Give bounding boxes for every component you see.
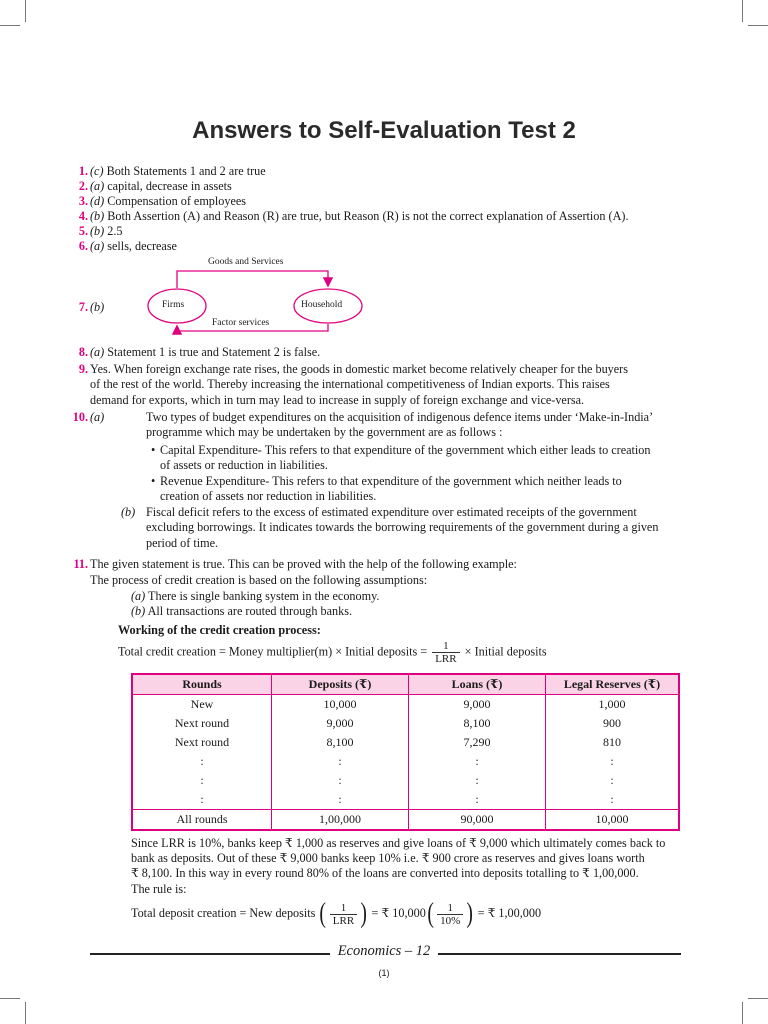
answer-number: 10.: [72, 410, 88, 424]
answer-option: (a): [90, 179, 105, 193]
household-label: Household: [301, 300, 343, 310]
crop-mark: [0, 25, 20, 26]
answer-text: Compensation of employees: [104, 194, 247, 208]
crop-mark: [742, 1002, 743, 1024]
credit-formula: Total credit creation = Money multiplier(m) × Initial deposits = $\frac{1}{\text{LRR}}$ × Initial deposits: [118, 640, 547, 665]
table-header: Legal Reserves (₹): [546, 674, 680, 695]
fraction: $\frac{1}{\text{LRR}}$: [330, 902, 357, 927]
bullet-revenue-expenditure: • Revenue Expenditure- This refers to that expenditure of the government which neither leads to creation of assets nor reduction in liabilities.: [160, 474, 680, 505]
answer-number: 3.: [78, 194, 88, 208]
answer-number: 2.: [78, 179, 88, 193]
deposit-formula: Total deposit creation = New deposits ( $\frac{1}{\text{LRR}}$ ) = ₹ 10,000( $\frac{1}{10\%}$ ) = ₹ 1,00,000: [131, 898, 542, 930]
credit-creation-table: [131, 673, 680, 831]
answer-option: (b): [121, 505, 136, 519]
answer-option: (b): [90, 209, 105, 223]
table-row: New 10,000 9,000 1,000: [132, 695, 679, 715]
explanation-line: The rule is:: [131, 881, 187, 896]
page-number: (1): [378, 968, 390, 978]
bullet-line: of assets or reduction in liabilities.: [160, 458, 328, 473]
goods-flow-arrow: [177, 271, 328, 288]
answer-option: (b): [90, 224, 105, 238]
table-header-row: [132, 674, 679, 695]
table-header: Loans (₹): [409, 674, 546, 695]
answer-text: Both Statements 1 and 2 are true: [103, 164, 266, 178]
working-heading: Working of the credit creation process:: [118, 623, 321, 637]
answer-number: 8.: [78, 345, 88, 359]
footer-title: Economics – 12: [337, 943, 431, 959]
answer-6: [78, 239, 680, 254]
answer-9: [78, 362, 680, 408]
answer-10b-option: [121, 505, 135, 520]
table-row: Next round 9,000 8,100 900: [132, 714, 679, 733]
answer-line: of the rest of the world. Thereby increasing the international competitiveness of Indian exports. This raises: [90, 377, 610, 392]
assumption-b: (b) All transactions are routed through banks.: [131, 604, 353, 618]
answer-line: programme which may be undertaken by the government are as follows :: [146, 425, 503, 440]
firms-label: Firms: [162, 300, 185, 310]
answer-text: 2.5: [104, 224, 123, 238]
explanation-paragraph: [131, 836, 680, 897]
crop-mark: [748, 25, 768, 26]
answer-10b-text: [146, 505, 680, 551]
fraction: $\frac{1}{10\%}$: [437, 902, 463, 927]
factor-services-label: Factor services: [212, 318, 270, 328]
table-row: Next round 8,100 7,290 810: [132, 733, 679, 752]
answer-4: [78, 209, 680, 224]
answer-5: [78, 224, 680, 239]
explanation-line: bank as deposits. Out of these ₹ 9,000 banks keep 10% i.e. ₹ 900 crore as reserves and gives loans worth: [131, 851, 645, 866]
answer-1: [78, 164, 680, 179]
answer-line: demand for exports, which in turn may lead to increase in supply of foreign exchange and vice-versa.: [90, 392, 585, 407]
answer-line: Yes. When foreign exchange rate rises, the goods in domestic market become relatively cheaper for the buyers: [90, 362, 628, 376]
answer-option: (a): [90, 345, 105, 359]
answer-8: [78, 345, 680, 360]
answer-text: Both Assertion (A) and Reason (R) are true, but Reason (R) is not the correct explanation of Assertion (A).: [104, 209, 629, 223]
answer-number: 1.: [78, 164, 88, 178]
explanation-line: Since LRR is 10%, banks keep ₹ 1,000 as reserves and give loans of ₹ 9,000 which ultimately comes back to: [131, 836, 666, 850]
table-total-row: All rounds 1,00,000 90,000 10,000: [132, 810, 679, 831]
bullet-capital-expenditure: • Capital Expenditure- This refers to that expenditure of the government which either leads to creation of assets or reduction in liabilities.: [160, 443, 680, 474]
answer-line: period of time.: [146, 535, 219, 550]
answer-option: (a): [90, 239, 105, 253]
bullet-line: Revenue Expenditure- This refers to that expenditure of the government which neither leads to: [160, 474, 622, 488]
answer-text: sells, decrease: [104, 239, 177, 253]
footer-rule: [90, 953, 330, 955]
answer-text: Statement 1 is true and Statement 2 is false.: [104, 345, 321, 359]
goods-services-label: Goods and Services: [208, 257, 284, 267]
table-row: : : : :: [132, 790, 679, 810]
fraction: $\frac{1}{\text{LRR}}$: [432, 640, 459, 665]
answer-option: (a): [90, 410, 105, 424]
table-header: Rounds: [132, 674, 272, 695]
answer-line: excluding borrowings. It indicates towards the borrowing requirements of the government during a given: [146, 520, 659, 535]
crop-mark: [25, 1002, 26, 1024]
answer-3: [78, 194, 680, 209]
table-header: Deposits (₹): [272, 674, 409, 695]
answer-line: Two types of budget expenditures on the acquisition of indigenous defence items under ‘Make-in-India’: [146, 410, 654, 424]
answer-option: (b): [90, 300, 105, 314]
answer-line: The given statement is true. This can be proved with the help of the following example:: [90, 557, 517, 571]
answer-line: Fiscal deficit refers to the excess of estimated expenditure over estimated receipts of the government: [146, 505, 637, 519]
crop-mark: [0, 998, 20, 999]
table-row: : : : :: [132, 771, 679, 790]
answer-text: capital, decrease in assets: [104, 179, 232, 193]
page-title: Answers to Self-Evaluation Test 2: [192, 117, 576, 144]
crop-mark: [742, 0, 743, 22]
answer-10a-text: [146, 410, 680, 441]
table-row: : : : :: [132, 752, 679, 771]
footer-rule: [438, 953, 681, 955]
answer-number: 6.: [78, 239, 88, 253]
answer-2: [78, 179, 680, 194]
answer-option: (c): [90, 164, 104, 178]
assumption-a: (a) There is single banking system in the economy.: [131, 589, 380, 603]
answer-option: (d): [90, 194, 105, 208]
answer-11: [73, 556, 680, 588]
answer-number: 11.: [73, 557, 88, 571]
explanation-line: ₹ 8,100. In this way in every round 80% of the loans are converted into deposits totalling to ₹ 1,00,000.: [131, 866, 639, 881]
answer-number: 7.: [78, 300, 88, 314]
crop-mark: [748, 998, 768, 999]
bullet-line: creation of assets nor reduction in liabilities.: [160, 489, 377, 504]
answer-number: 4.: [78, 209, 88, 223]
answer-line: The process of credit creation is based on the following assumptions:: [90, 573, 428, 587]
crop-mark: [25, 0, 26, 22]
circular-flow-diagram: [140, 257, 370, 337]
answer-number: 9.: [78, 362, 88, 376]
bullet-line: Capital Expenditure- This refers to that expenditure of the government which either leads to creation: [160, 443, 651, 457]
answer-number: 5.: [78, 224, 88, 238]
